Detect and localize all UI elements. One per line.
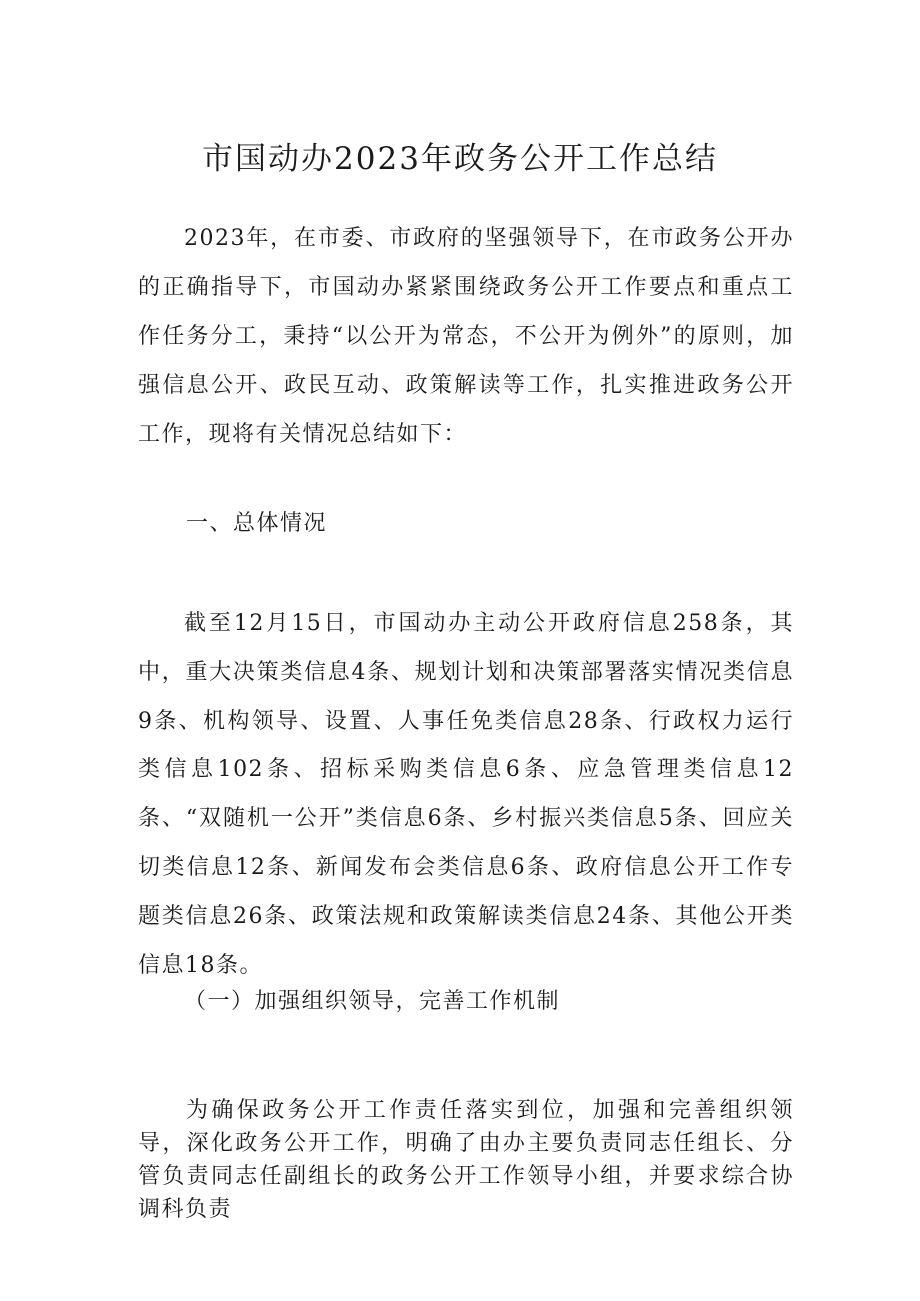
document-title: 市国动办2023年政务公开工作总结 [202,141,718,177]
subsection-heading-leadership: （一）加强组织领导，完善工作机制 [184,989,561,1014]
leadership-paragraph: 为确保政务公开工作责任落实到位，加强和完善组织领导，深化政务公开工作，明确了由办主要负责同志任组长、分管负责同志任副组长的政务公开工作领导小组，并要求综合协调科负责 [138,1098,794,1222]
section-heading-overview: 一、总体情况 [186,511,328,536]
intro-paragraph: 2023年，在市委、市政府的坚强领导下，在市政务公开办的正确指导下，市国动办紧紧围绕政务公开工作要点和重点工作任务分工，秉持“以公开为常态，不公开为例外”的原则，加强信息公开、政民互动、政策解读等工作，扎实推进政务公开工作，现将有关情况总结如下： [138,226,794,447]
overview-paragraph: 截至12月15日，市国动办主动公开政府信息258条，其中，重大决策类信息4条、规划计划和决策部署落实情况类信息9条、机构领导、设置、人事任免类信息28条、行政权力运行类信息102条、招标采购类信息6条、应急管理类信息12条、“双随机一公开”类信息6条、乡村振兴类信息5条、回应关切类信息12条、新闻发布会类信息6条、政府信息公开工作专题类信息26条、政策法规和政策解读类信息24条、其他公开类信息18条。 [138,611,794,978]
